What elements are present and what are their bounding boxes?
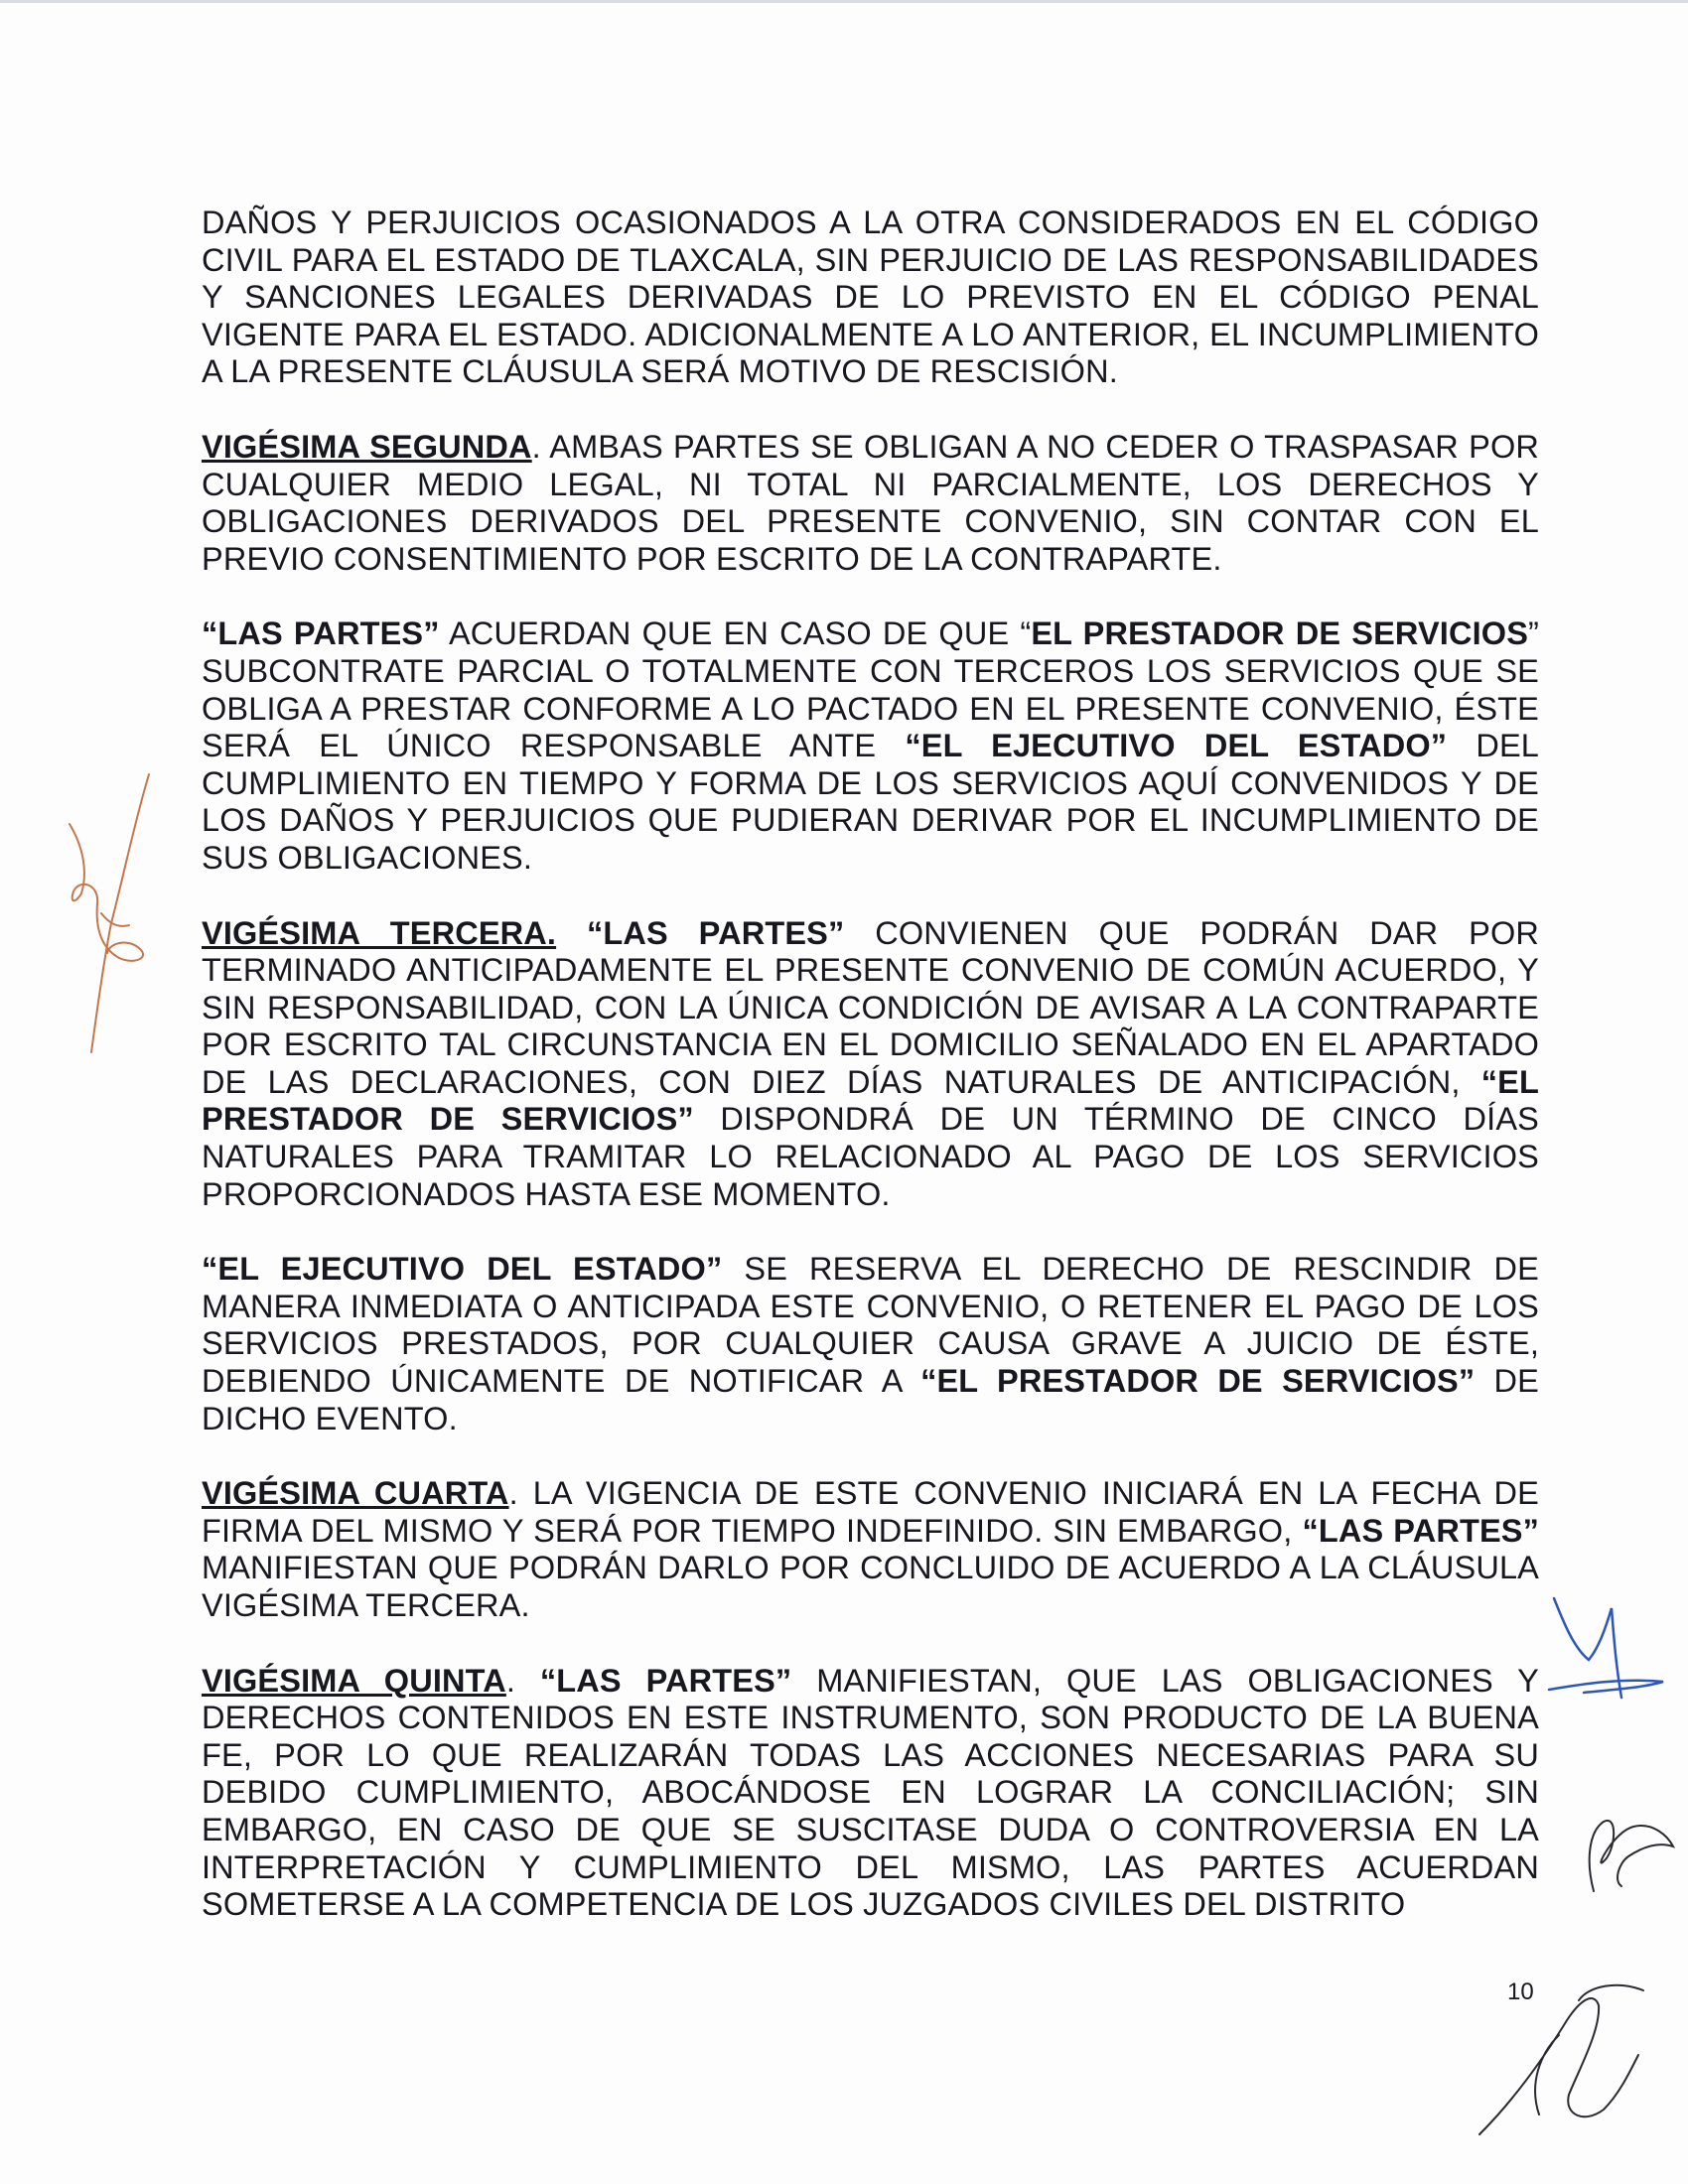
party-name: “LAS PARTES”	[539, 1662, 792, 1699]
party-name: “EL EJECUTIVO DEL ESTADO”	[202, 1251, 723, 1288]
right-blue-signature-icon	[1544, 1578, 1673, 1717]
party-name: “LAS PARTES”	[586, 914, 845, 951]
right-black-signature-icon	[1574, 1802, 1683, 1911]
clause-heading: VIGÉSIMA SEGUNDA	[202, 428, 532, 465]
paragraph-text: . LA VIGENCIA DE ESTE CONVENIO INICIARÁ EN LA FECHA DE FIRMA DEL MISMO Y SERÁ POR TIEMPO INDEFINIDO. SIN EMBARGO,	[202, 1475, 1539, 1549]
paragraph-rescision	[202, 1251, 1539, 1437]
paragraph-text: CONVIENEN QUE PODRÁN DAR POR TERMINADO ANTICIPADAMENTE EL PRESENTE CONVENIO DE COMÚN ACUERDO, Y SIN RESPONSABILIDAD, CON LA ÚNICA CONDICIÓN DE AVISAR A LA CONTRAPARTE POR ESCRITO TAL CIRCUNSTANCIA EN EL DOMICILIO SEÑALADO EN EL APARTADO DE LAS DECLARACIONES, CON DIEZ DÍAS NATURALES DE ANTICIPACIÓN,	[202, 914, 1539, 1100]
paragraph-vigesima-cuarta	[202, 1475, 1539, 1624]
party-name: “EL EJECUTIVO DEL ESTADO”	[905, 728, 1448, 764]
paragraph-vigesima-tercera	[202, 915, 1539, 1214]
paragraph-text: MANIFIESTAN QUE PODRÁN DARLO POR CONCLUIDO DE ACUERDO A LA CLÁUSULA VIGÉSIMA TERCERA.	[202, 1550, 1539, 1623]
paragraph-text: SE RESERVA EL DERECHO DE RESCINDIR DE MANERA INMEDIATA O ANTICIPADA ESTE CONVENIO, O RETENER EL PAGO DE LOS SERVICIOS PRESTADOS, POR CUALQUIER CAUSA GRAVE A JUICIO DE ÉSTE, DEBIENDO ÚNICAMENTE DE NOTIFICAR A	[202, 1251, 1540, 1400]
clause-heading: VIGÉSIMA TERCERA.	[202, 914, 557, 951]
party-name: “EL PRESTADOR DE SERVICIOS”	[920, 1363, 1476, 1400]
paragraph-text: ACUERDAN QUE EN CASO DE QUE “	[439, 615, 1032, 652]
bottom-signature-icon	[1470, 1976, 1648, 2144]
clause-heading: VIGÉSIMA CUARTA	[202, 1475, 509, 1512]
paragraph-subcontrato	[202, 615, 1539, 877]
left-margin-signature-icon	[40, 754, 169, 1072]
paragraph-text: DAÑOS Y PERJUICIOS OCASIONADOS A LA OTRA CONSIDERADOS EN EL CÓDIGO CIVIL PARA EL ESTADO DE TLAXCALA, SIN PERJUICIO DE LAS RESPONSABILIDADES Y SANCIONES LEGALES DERIVADAS DE LO PREVISTO EN EL CÓDIGO PENAL VIGENTE PARA EL ESTADO. ADICIONALMENTE A LO ANTERIOR, EL INCUMPLIMIENTO A LA PRESENTE CLÁUSULA SERÁ MOTIVO DE RESCISIÓN.	[202, 205, 1539, 390]
party-name: EL PRESTADOR DE SERVICIOS	[1031, 615, 1529, 652]
scan-edge	[0, 0, 1688, 3]
paragraph-vigesima-segunda	[202, 429, 1539, 578]
document-body	[202, 205, 1539, 1962]
party-name: “EL PRESTADOR DE SERVICIOS”	[202, 1063, 1539, 1138]
paragraph-text: DISPONDRÁ DE UN TÉRMINO DE CINCO DÍAS NATURALES PARA TRAMITAR LO RELACIONADO AL PAGO DE LOS SERVICIOS PROPORCIONADOS HASTA ESE MOMENTO.	[202, 1101, 1539, 1212]
paragraph-text	[556, 915, 587, 951]
paragraph-text: ” SUBCONTRATE PARCIAL O TOTALMENTE CON TERCEROS LOS SERVICIOS QUE SE OBLIGA A PRESTAR CONFORME A LO PACTADO EN EL PRESENTE CONVENIO, ÉSTE SERÁ EL ÚNICO RESPONSABLE ANTE	[202, 615, 1540, 764]
paragraph-text: DEL CUMPLIMIENTO EN TIEMPO Y FORMA DE LOS SERVICIOS AQUÍ CONVENIDOS Y DE LOS DAÑOS Y PERJUICIOS QUE PUDIERAN DERIVAR POR EL INCUMPLIMIENTO DE SUS OBLIGACIONES.	[202, 728, 1539, 876]
paragraph-text: .	[505, 1662, 540, 1699]
paragraph-text: MANIFIESTAN, QUE LAS OBLIGACIONES Y DERECHOS CONTENIDOS EN ESTE INSTRUMENTO, SON PRODUCTO DE LA BUENA FE, POR LO QUE REALIZARÁN TODAS LAS ACCIONES NECESARIAS PARA SU DEBIDO CUMPLIMIENTO, ABOCÁNDOSE EN LOGRAR LA CONCILIACIÓN; SIN EMBARGO, EN CASO DE QUE SE SUSCITASE DUDA O CONTROVERSIA EN LA INTERPRETACIÓN Y CUMPLIMIENTO DEL MISMO, LAS PARTES ACUERDAN SOMETERSE A LA COMPETENCIA DE LOS JUZGADOS CIVILES DEL DISTRITO	[202, 1662, 1539, 1923]
clause-heading: VIGÉSIMA QUINTA	[202, 1662, 506, 1699]
paragraph-vigesima-quinta	[202, 1663, 1539, 1924]
party-name: “LAS PARTES”	[202, 615, 440, 652]
party-name: “LAS PARTES”	[1302, 1512, 1540, 1549]
paragraph-text: DE DICHO EVENTO.	[202, 1363, 1539, 1436]
page-number: 10	[1507, 1979, 1534, 2005]
paragraph-text: . AMBAS PARTES SE OBLIGAN A NO CEDER O TRASPASAR POR CUALQUIER MEDIO LEGAL, NI TOTAL NI PARCIALMENTE, LOS DERECHOS Y OBLIGACIONES DERIVADOS DEL PRESENTE CONVENIO, SIN CONTAR CON EL PREVIO CONSENTIMIENTO POR ESCRITO DE LA CONTRAPARTE.	[202, 428, 1539, 577]
paragraph-cont	[202, 205, 1539, 391]
